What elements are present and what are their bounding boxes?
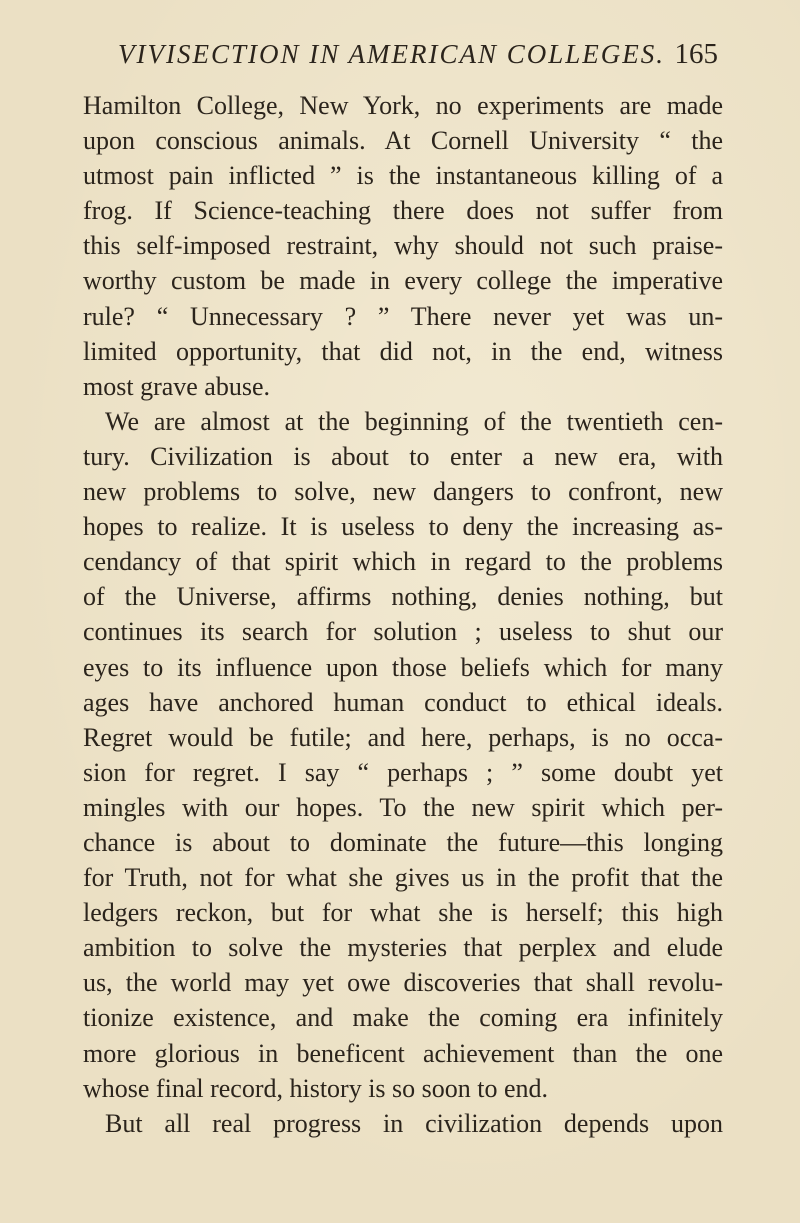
body-text: [83, 88, 723, 1141]
text-line: Regret would be futile; and here, perhaps, is no occa-: [83, 722, 723, 752]
text-line: worthy custom be made in every college the imperative: [83, 266, 723, 296]
text-line: us, the world may yet owe discoveries that shall revolu-: [83, 968, 723, 998]
text-line: tionize existence, and make the coming era infinitely: [83, 1003, 723, 1033]
text-line: cendancy of that spirit which in regard to the problems: [83, 547, 723, 577]
text-line: mingles with our hopes. To the new spirit which per-: [83, 792, 723, 822]
text-line: We are almost at the beginning of the twentieth cen-: [105, 406, 723, 436]
text-line: eyes to its influence upon those beliefs which for many: [83, 652, 723, 682]
text-line: of the Universe, affirms nothing, denies nothing, but: [83, 582, 723, 612]
text-line: But all real progress in civilization depends upon: [105, 1108, 723, 1138]
running-title: VIVISECTION IN AMERICAN COLLEGES.: [118, 39, 665, 69]
text-line: ledgers reckon, but for what she is herself; this high: [83, 898, 723, 928]
text-line: most grave abuse.: [83, 371, 271, 401]
text-line: chance is about to dominate the future—this longing: [83, 827, 723, 857]
text-line: Hamilton College, New York, no experiments are made: [83, 91, 723, 120]
text-line: utmost pain inflicted ” is the instantaneous killing of a: [83, 161, 723, 191]
text-line: this self-imposed restraint, why should not such praise-: [83, 231, 723, 261]
text-line: continues its search for solution ; useless to shut our: [83, 617, 723, 647]
text-line: whose final record, history is so soon to end.: [83, 1073, 549, 1103]
text-line: rule? “ Unnecessary ? ” There never yet was un-: [83, 301, 723, 331]
page-number: 165: [674, 38, 718, 70]
text-line: upon conscious animals. At Cornell University “ the: [83, 126, 723, 156]
text-line: ages have anchored human conduct to ethical ideals.: [83, 687, 723, 717]
text-line: hopes to realize. It is useless to deny the increasing as-: [83, 512, 723, 542]
text-line: sion for regret. I say “ perhaps ; ” some doubt yet: [83, 757, 723, 787]
text-line: limited opportunity, that did not, in the end, witness: [83, 336, 723, 366]
running-head: [118, 38, 718, 78]
text-line: more glorious in beneficent achievement than the one: [83, 1038, 723, 1068]
text-line: frog. If Science-teaching there does not suffer from: [83, 196, 723, 226]
text-line: for Truth, not for what she gives us in the profit that the: [83, 863, 723, 893]
text-line: tury. Civilization is about to enter a new era, with: [83, 441, 723, 471]
text-line: new problems to solve, new dangers to confront, new: [83, 477, 723, 507]
text-line: ambition to solve the mysteries that perplex and elude: [83, 933, 723, 963]
